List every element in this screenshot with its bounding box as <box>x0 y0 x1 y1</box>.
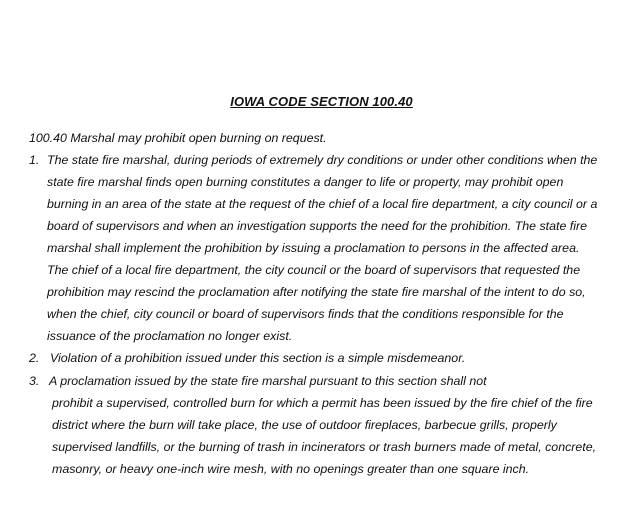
item-1-line: issuance of the proclamation no longer exist. <box>47 329 293 343</box>
item-1-line: burning in an area of the state at the request of the chief of a local fire department, a city council or a <box>47 197 598 211</box>
document-title: IOWA CODE SECTION 100.40 <box>230 94 413 109</box>
item-1-line: marshal shall implement the prohibition by issuing a proclamation to persons in the affected area. <box>47 241 580 255</box>
item-3-line: masonry, or heavy one-inch wire mesh, with no openings greater than one square inch. <box>52 462 530 476</box>
item-1-line: when the chief, city council or board of supervisors finds that the conditions responsible for the <box>47 307 564 321</box>
item-number: 1. <box>29 153 40 167</box>
item-1-line: state fire marshal finds open burning constitutes a danger to life or property, may prohibit open <box>47 175 564 189</box>
item-3-line: supervised landfills, or the burning of trash in incinerators or trash burners made of metal, concrete, <box>52 440 597 454</box>
item-3-line: prohibit a supervised, controlled burn for which a permit has been issued by the fire chief of the fire <box>52 396 593 410</box>
item-3-line: A proclamation issued by the state fire marshal pursuant to this section shall not <box>49 374 487 388</box>
item-1-line: The chief of a local fire department, the city council or the board of supervisors that requested the <box>47 263 581 277</box>
item-1-line: board of supervisors and when an investigation supports the need for the prohibition. The state fire <box>47 219 588 233</box>
section-heading: 100.40 Marshal may prohibit open burning on request. <box>29 131 327 145</box>
item-3-line: district where the burn will take place, the use of outdoor fireplaces, barbecue grills, properly <box>52 418 557 432</box>
item-number: 3. <box>29 374 40 388</box>
item-1-line: The state fire marshal, during periods of extremely dry conditions or under other conditions when the <box>47 153 598 167</box>
item-2-line: Violation of a prohibition issued under this section is a simple misdemeanor. <box>50 351 466 365</box>
item-1-line: prohibition may rescind the proclamation after notifying the state fire marshal of the intent to do so, <box>47 285 586 299</box>
item-number: 2. <box>29 351 40 365</box>
